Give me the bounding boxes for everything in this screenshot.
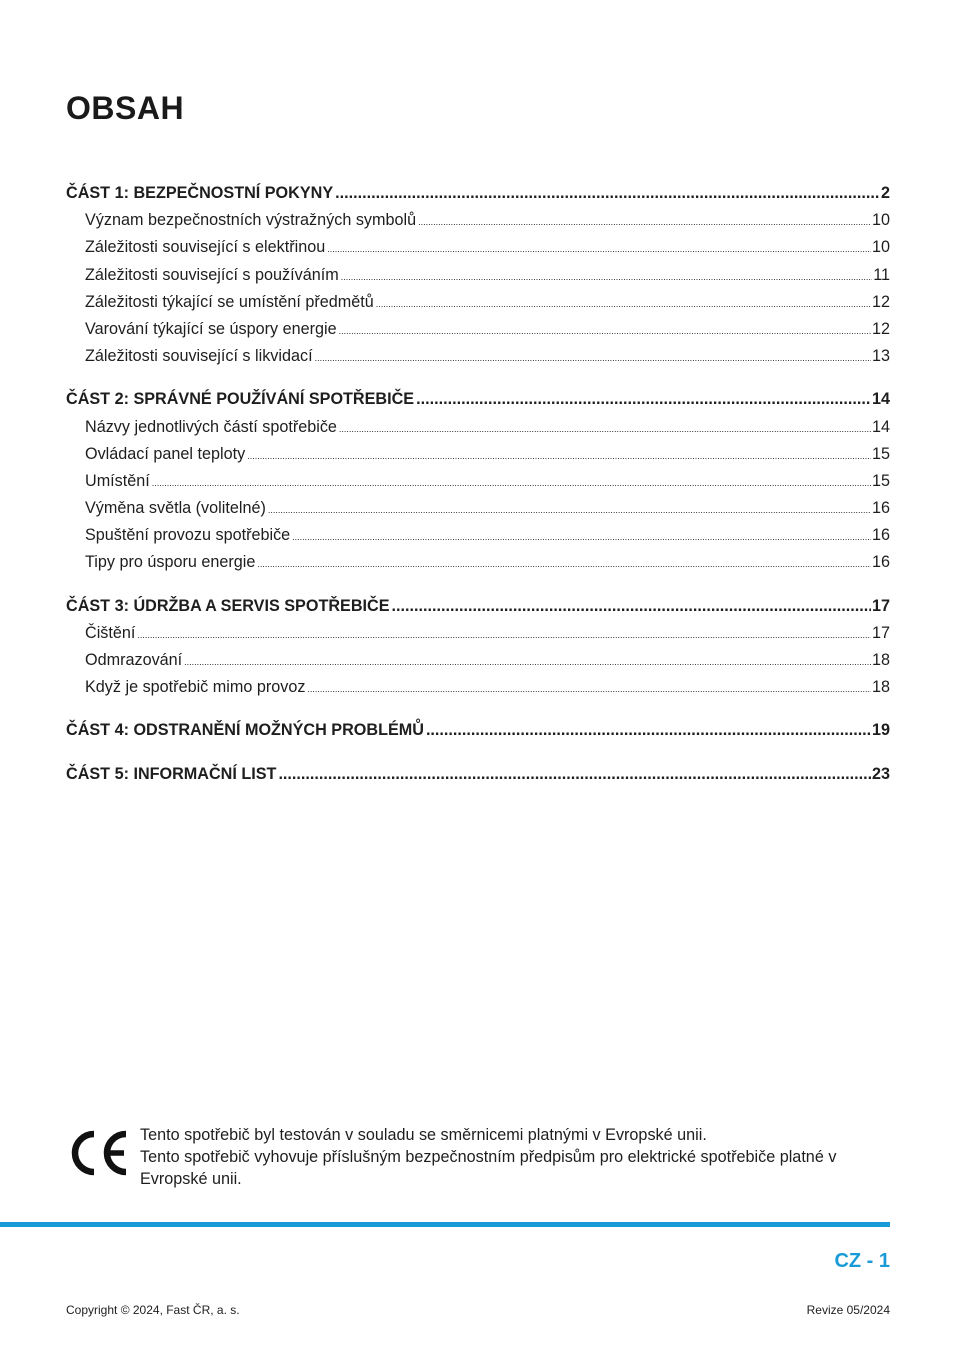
- ce-mark-icon: [66, 1128, 132, 1178]
- toc-entry-label: Záležitosti související s používáním: [85, 265, 339, 284]
- toc-leader-dots: [335, 180, 880, 207]
- toc-entry[interactable]: [66, 522, 890, 549]
- ce-text: [140, 1124, 890, 1190]
- toc-entry-label: ČÁST 1: BEZPEČNOSTNÍ POKYNY: [66, 184, 334, 202]
- toc-entry-label: Spuštění provozu spotřebiče: [85, 526, 291, 545]
- toc-entry-page: 17: [871, 596, 890, 615]
- toc-entry-label: Výměna světla (volitelné): [85, 499, 266, 518]
- toc-entry-page: 18: [871, 651, 890, 669]
- toc-entry-label: ČÁST 4: ODSTRANĚNÍ MOŽNÝCH PROBLÉMŮ: [66, 721, 424, 740]
- toc-entry[interactable]: [66, 343, 890, 370]
- toc-entry[interactable]: [66, 262, 890, 289]
- toc-entry[interactable]: [66, 549, 890, 576]
- toc-leader-dots: [416, 386, 871, 413]
- toc-leader-dots: [315, 345, 871, 372]
- toc-entry-page: 23: [871, 764, 890, 783]
- page-title: OBSAH: [66, 90, 185, 126]
- toc-entry-label: ČÁST 2: SPRÁVNÉ POUŽÍVÁNÍ SPOTŘEBIČE: [66, 390, 415, 409]
- toc-entry-part-4[interactable]: [66, 717, 890, 744]
- toc-leader-dots: [268, 497, 871, 524]
- toc-leader-dots: [247, 443, 871, 470]
- toc-entry-label: Záležitosti související s elektřinou: [85, 238, 326, 257]
- toc-entry-label: Varování týkající se úspory energie: [85, 319, 337, 338]
- toc-section-1: [66, 180, 890, 370]
- toc-leader-dots: [341, 264, 872, 291]
- toc-leader-dots: [184, 649, 871, 676]
- toc-entry-label: Záležitosti související s likvidací: [85, 347, 313, 366]
- toc-entry[interactable]: [66, 414, 890, 441]
- toc-entry-label: ČÁST 3: ÚDRŽBA A SERVIS SPOTŘEBIČE: [66, 596, 390, 615]
- toc-entry-part-3[interactable]: [66, 593, 890, 620]
- toc-entry-page: 10: [871, 211, 890, 230]
- toc-entry-page: 2: [880, 184, 890, 202]
- toc-leader-dots: [257, 551, 871, 578]
- ce-text-line-1: Tento spotřebič byl testován v souladu se směrnicemi platnými v Evropské unii.: [140, 1126, 707, 1144]
- toc-entry-part-1[interactable]: [66, 180, 890, 207]
- toc-leader-dots: [426, 717, 871, 744]
- toc-entry[interactable]: [66, 207, 890, 234]
- toc-leader-dots: [292, 524, 871, 551]
- toc-entry-label: Umístění: [85, 471, 150, 490]
- toc-section-2: [66, 386, 890, 576]
- toc-section-3: [66, 593, 890, 702]
- toc-entry-label: ČÁST 5: INFORMAČNÍ LIST: [66, 764, 277, 783]
- toc-leader-dots: [339, 318, 871, 345]
- ce-text-line-2: Tento spotřebič vyhovuje příslušným bezpečnostním předpisům pro elektrické spotřebiče platné v Evropské unii.: [140, 1148, 837, 1188]
- toc-entry[interactable]: [66, 289, 890, 316]
- toc-leader-dots: [418, 209, 871, 236]
- toc-entry-label: Záležitosti týkající se umístění předmětů: [85, 292, 374, 311]
- toc-entry-page: 15: [871, 444, 890, 463]
- toc-entry-page: 16: [871, 553, 890, 572]
- toc-entry[interactable]: [66, 495, 890, 522]
- toc-entry[interactable]: [66, 620, 890, 647]
- toc-entry-page: 16: [871, 499, 890, 518]
- toc-entry-page: 12: [871, 319, 890, 338]
- ce-conformity-notice: [66, 1124, 890, 1190]
- table-of-contents: [66, 180, 890, 804]
- toc-entry-page: 19: [871, 721, 890, 740]
- toc-leader-dots: [152, 470, 871, 497]
- toc-section-4: [66, 717, 890, 744]
- toc-leader-dots: [278, 761, 871, 788]
- toc-entry-page: 17: [871, 623, 890, 642]
- footer-revision: Revize 05/2024: [806, 1303, 890, 1317]
- toc-entry[interactable]: [66, 468, 890, 495]
- toc-entry-part-5[interactable]: [66, 761, 890, 788]
- toc-entry-page: 14: [871, 417, 890, 436]
- toc-leader-dots: [339, 416, 871, 443]
- toc-entry-label: Odmrazování: [85, 651, 183, 669]
- toc-leader-dots: [376, 291, 871, 318]
- toc-leader-dots: [307, 676, 871, 703]
- toc-entry[interactable]: [66, 441, 890, 468]
- toc-entry-label: Čištění: [85, 623, 136, 642]
- toc-entry[interactable]: [66, 316, 890, 343]
- toc-entry-page: 11: [873, 265, 890, 284]
- toc-entry-page: 10: [871, 238, 890, 257]
- toc-entry-label: Význam bezpečnostních výstražných symbolů: [85, 211, 417, 230]
- toc-entry-page: 13: [871, 347, 890, 366]
- footer-divider: [0, 1222, 890, 1227]
- toc-entry[interactable]: [66, 234, 890, 261]
- toc-entry-label: Když je spotřebič mimo provoz: [85, 678, 306, 697]
- toc-entry-page: 16: [871, 526, 890, 545]
- toc-entry-label: Názvy jednotlivých částí spotřebiče: [85, 417, 337, 436]
- toc-leader-dots: [327, 236, 871, 263]
- toc-entry-label: Tipy pro úsporu energie: [85, 553, 256, 572]
- toc-leader-dots: [137, 622, 871, 649]
- toc-entry-label: Ovládací panel teploty: [85, 444, 246, 463]
- toc-leader-dots: [392, 593, 871, 620]
- toc-entry-page: 18: [871, 678, 890, 697]
- toc-entry[interactable]: [66, 674, 890, 701]
- toc-entry-page: 14: [871, 390, 890, 409]
- footer-copyright: Copyright © 2024, Fast ČR, a. s.: [66, 1303, 240, 1317]
- toc-entry-page: 15: [871, 471, 890, 490]
- toc-entry-part-2[interactable]: [66, 386, 890, 413]
- page-number: CZ - 1: [834, 1250, 890, 1272]
- toc-entry[interactable]: [66, 647, 890, 674]
- toc-entry-page: 12: [871, 292, 890, 311]
- toc-section-5: [66, 761, 890, 788]
